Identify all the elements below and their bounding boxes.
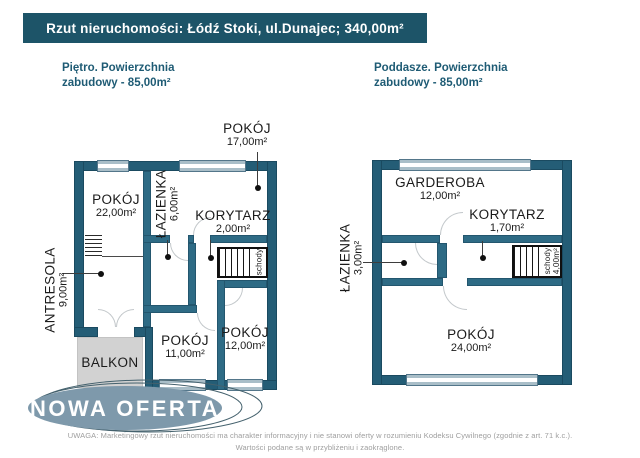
- room-label-garderoba: GARDEROBA 12,00m²: [395, 175, 485, 202]
- balcony-door-arc: [98, 309, 116, 327]
- wall: [74, 327, 98, 337]
- subtitle-poddasze-line2: zabudowy - 85,00m²: [374, 76, 483, 89]
- page-title: Rzut nieruchomości: Łódź Stoki, ul.Dunajec; 340,00m²: [23, 13, 427, 43]
- room-label-pokoj-24: POKÓJ 24,00m²: [447, 327, 495, 354]
- subtitle-poddasze-line1: Poddasze. Powierzchnia: [374, 62, 508, 74]
- door-arc: [197, 313, 215, 331]
- subtitle-pietro-line2: zabudowy - 85,00m²: [62, 76, 171, 89]
- room-label-korytarz-pietro: KORYTARZ 2,00m²: [195, 208, 271, 235]
- pointer-dot: [401, 260, 407, 266]
- window: [98, 161, 128, 171]
- nowa-oferta-badge: [18, 382, 268, 436]
- pointer-line: [257, 152, 258, 186]
- wall: [267, 161, 277, 390]
- subtitle-poddasze: [374, 61, 508, 90]
- door-arc: [440, 212, 463, 235]
- wall: [210, 235, 267, 243]
- badge-text: NOWA OFERTA: [29, 396, 221, 421]
- wall: [145, 327, 153, 390]
- footer-disclaimer-line2: Wartości podane są w przybliżeniu i zaokrąglone.: [235, 443, 405, 452]
- window: [400, 160, 530, 170]
- room-label-pokoj-12: POKÓJ 12,00m²: [221, 325, 269, 352]
- window: [407, 375, 537, 385]
- wall: [467, 278, 562, 286]
- pointer-dot: [208, 255, 214, 261]
- pointer-line: [363, 262, 403, 263]
- wall: [74, 161, 84, 337]
- pointer-dot: [255, 185, 261, 191]
- wall: [382, 235, 440, 243]
- wall: [143, 171, 151, 327]
- pointer-dot: [165, 254, 171, 260]
- door-arc: [415, 243, 437, 265]
- door-arc: [170, 243, 188, 261]
- room-label-balkon: BALKON: [81, 355, 139, 370]
- subtitle-pietro-line1: Piętro. Powierzchnia: [62, 62, 175, 74]
- balcony-door-arc: [116, 309, 134, 327]
- wall: [372, 160, 382, 385]
- subtitle-pietro: [62, 61, 174, 90]
- antresola-stairs: [85, 235, 102, 258]
- wall: [562, 160, 572, 385]
- pointer-dot: [480, 255, 486, 261]
- wall: [188, 235, 194, 243]
- footer-disclaimer-line1: UWAGA: Marketingowy rzut nieruchomości ma charakter informacyjny i nie stanowi oferty w rozumieniu Kodeksu Cywilnego (zgodnie z art. 71 k.c.).: [67, 431, 573, 440]
- room-label-pokoj-17: POKÓJ 17,00m²: [223, 121, 271, 148]
- floor-plan-page: Rzut nieruchomości: Łódź Stoki, ul.Dunajec; 340,00m² Piętro. Powierzchnia zabudowy - 85,00m² Poddasze. Powierzchnia zabudowy - 85,00m² POKÓJ 17,00m² POKÓJ 22,00m² ŁAZIENKA 6,00m² KORYTARZ 2,00m² schody ANTRESOLA 9,00m² POKÓJ 11,00m² POKÓJ 12,00m² BALKON GARDEROBA 12,00m² KORYTARZ 1,70m² ŁAZIENKA 3,00m² schody 4,00m² POKÓJ 24,00m² NOWA OFERTA UWAGA: Marketingowy rzut nieruchomości ma charakter informacyjny i nie stanowi oferty w rozumieniu Kodeksu Cywilnego (zgodnie z art. 71 k.c.). Wartości podane są w przybliżeniu i zaokrąglone.: [0, 0, 640, 458]
- window: [180, 161, 245, 171]
- stairs-hatch: [514, 247, 543, 276]
- room-label-pokoj-22: POKÓJ 22,00m²: [92, 192, 140, 219]
- wall: [188, 243, 196, 305]
- door-arc: [225, 288, 243, 306]
- room-label-pokoj-11: POKÓJ 11,00m²: [161, 333, 209, 360]
- wall: [143, 305, 197, 313]
- wall: [382, 278, 443, 286]
- antresola-edge-line: [102, 256, 143, 257]
- pointer-dot: [98, 271, 104, 277]
- stairs-hatch: [219, 249, 253, 276]
- door-arc: [443, 286, 467, 310]
- wall: [437, 243, 447, 278]
- wall: [463, 235, 562, 243]
- room-label-korytarz-poddasze: KORYTARZ 1,70m²: [469, 207, 545, 234]
